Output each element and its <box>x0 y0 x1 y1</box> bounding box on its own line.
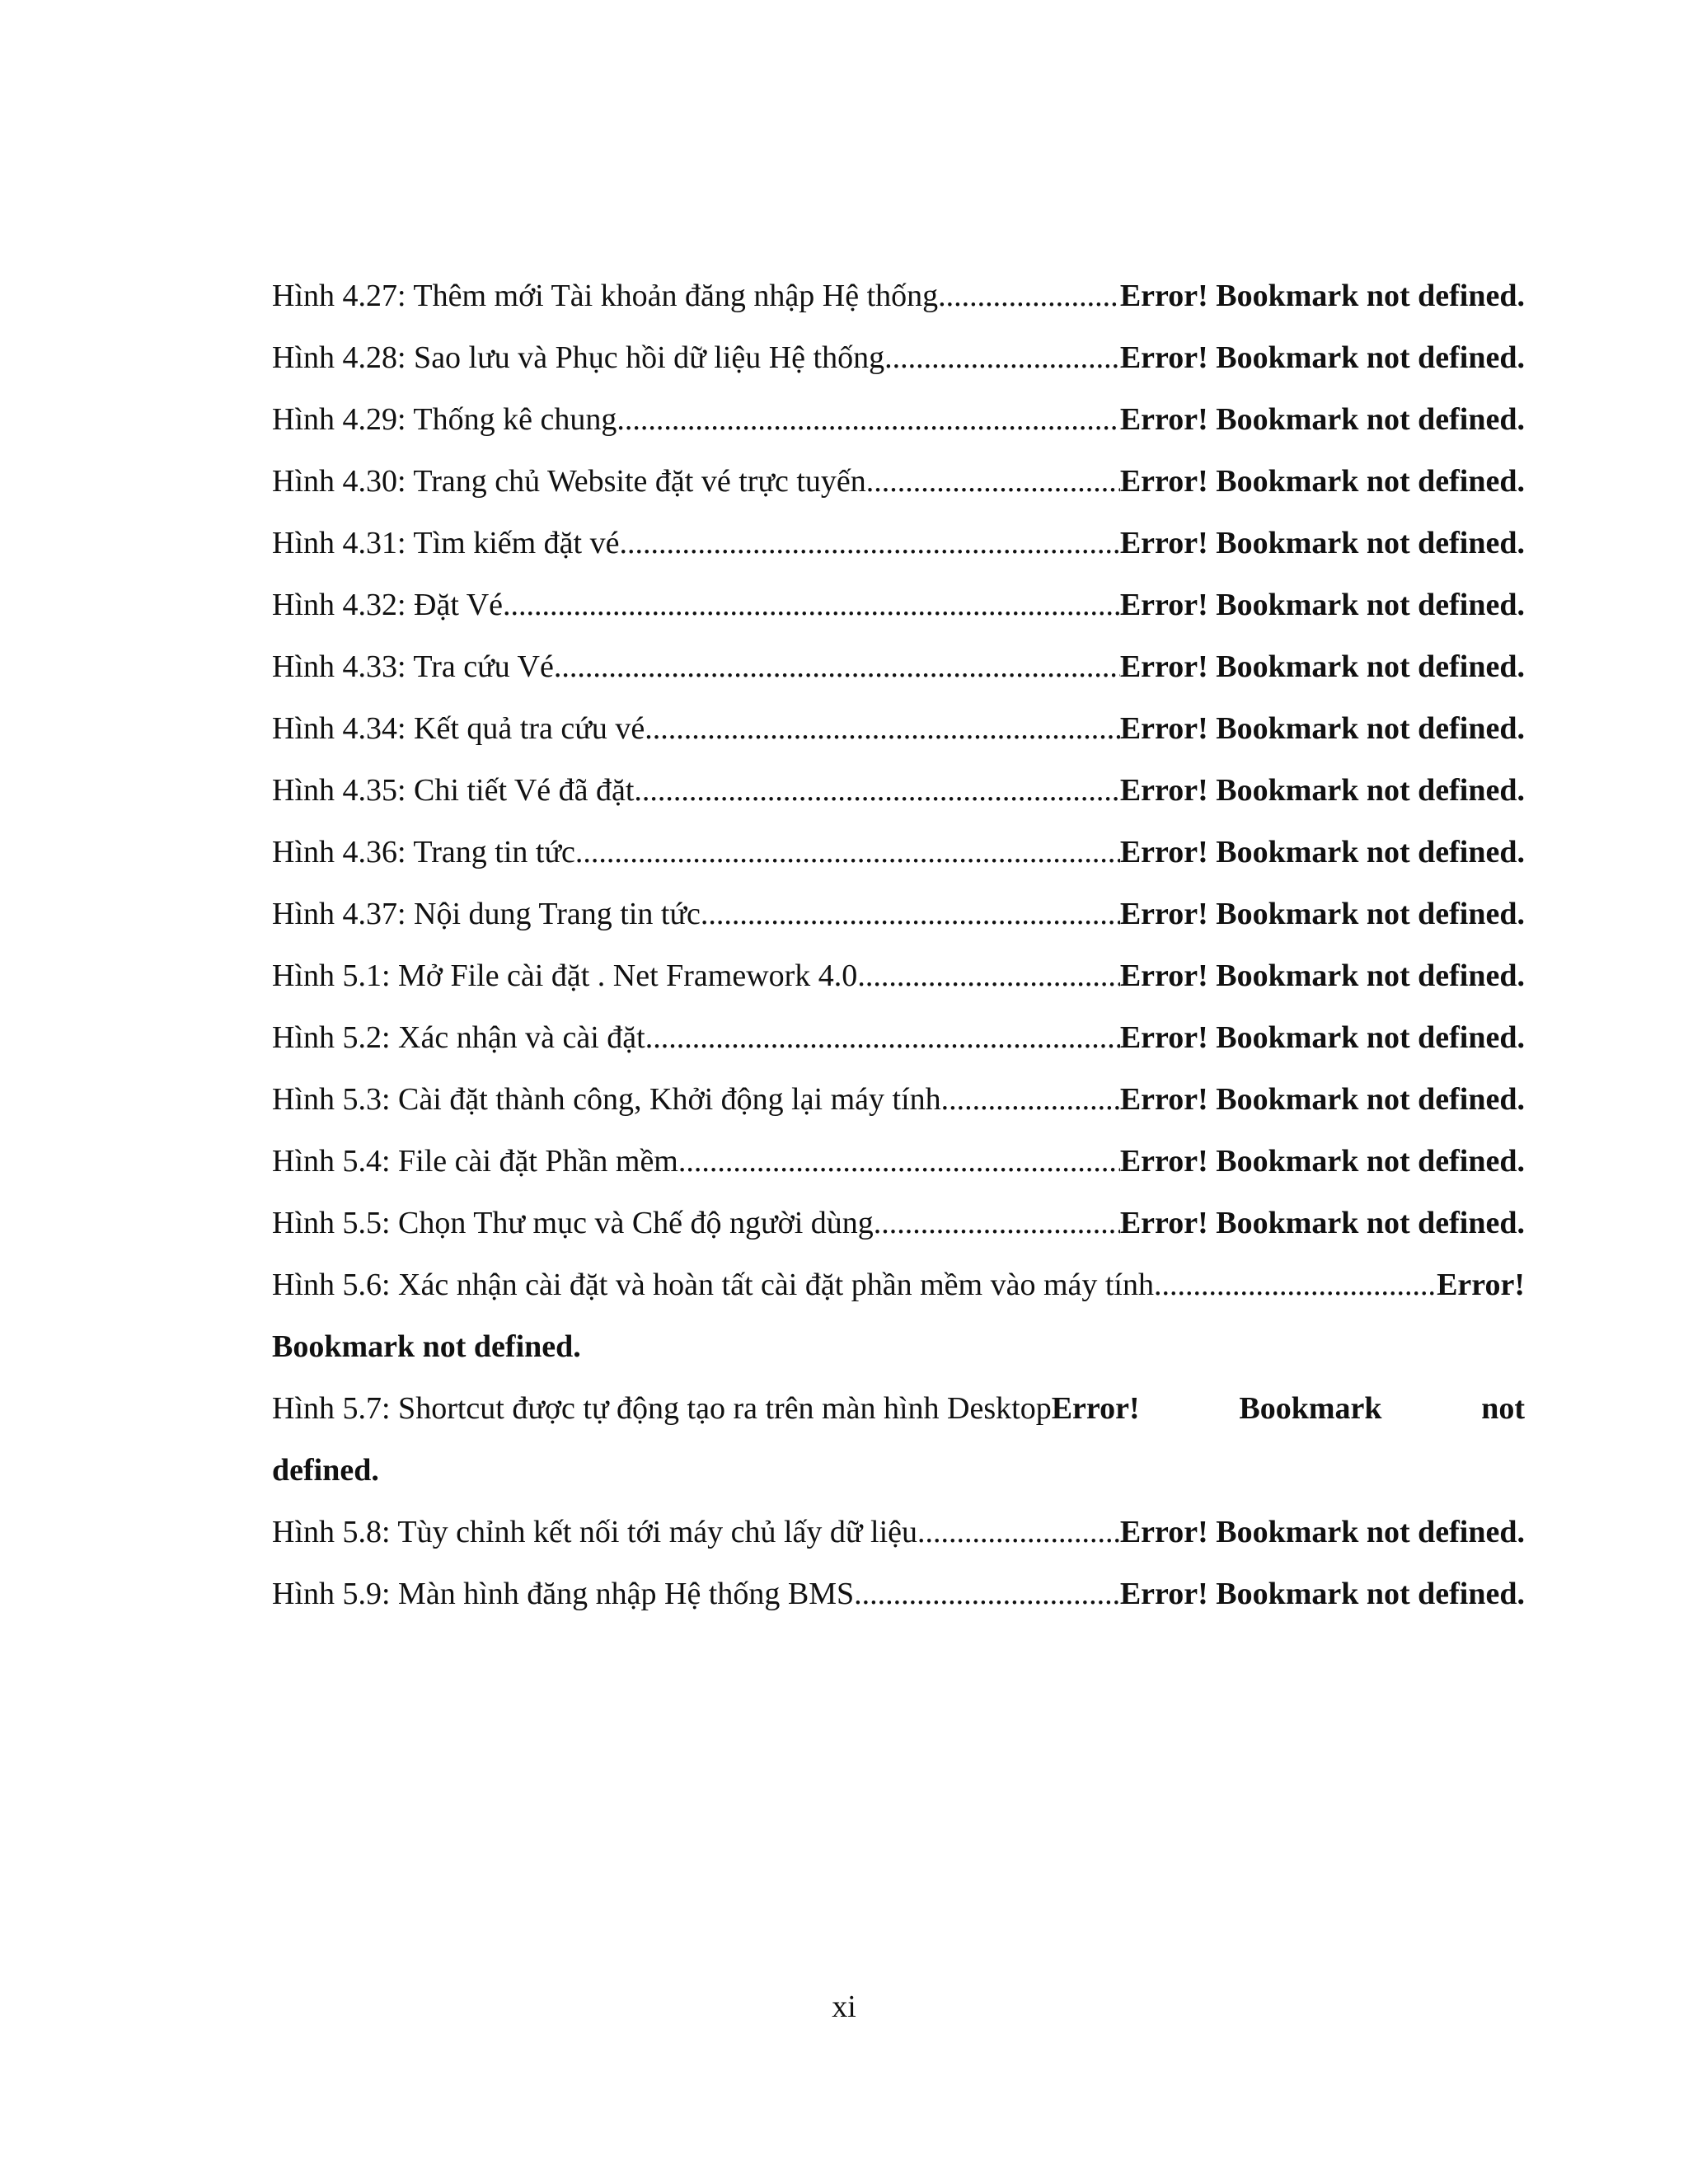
toc-entry-label: Hình 5.2: Xác nhận và cài đặt <box>272 1020 645 1055</box>
toc-entry[interactable] <box>272 945 1525 1007</box>
bookmark-error: Error! Bookmark not defined. <box>1119 958 1525 993</box>
toc-entry-label: Hình 4.32: Đặt Vé <box>272 588 504 622</box>
dot-leader <box>575 822 1120 883</box>
bookmark-error: Error! Bookmark not defined. <box>1119 773 1525 808</box>
toc-entry[interactable] <box>272 1069 1525 1131</box>
bookmark-error: Error! Bookmark not defined. <box>1119 526 1525 560</box>
toc-entry[interactable] <box>272 698 1525 760</box>
toc-entry[interactable] <box>272 1193 1525 1254</box>
bookmark-error: Error! Bookmark not defined. <box>1119 1082 1525 1117</box>
page-number: xi <box>832 1990 856 2024</box>
toc-entry[interactable] <box>272 574 1525 636</box>
toc-entry-label: Hình 5.9: Màn hình đăng nhập Hệ thống BMS <box>272 1577 855 1611</box>
dot-leader <box>874 1193 1120 1254</box>
dot-leader <box>634 760 1119 822</box>
bookmark-error: Error! Bookmark not defined. <box>1119 1577 1525 1611</box>
dot-leader <box>854 1563 1120 1625</box>
dot-leader <box>866 451 1120 513</box>
dot-leader <box>503 574 1120 636</box>
dot-leader <box>678 1131 1120 1193</box>
dot-leader <box>941 1069 1120 1131</box>
bookmark-error: Error! Bookmark not defined. <box>1119 711 1525 746</box>
dot-leader <box>938 265 1120 327</box>
toc-entry-justified[interactable] <box>272 1378 1525 1502</box>
toc-entry-label: Hình 5.4: File cài đặt Phần mềm <box>272 1144 678 1179</box>
bookmark-error: Error! Bookmark not defined. <box>1119 464 1525 499</box>
dot-leader <box>884 327 1120 389</box>
toc-entry-label: Hình 4.37: Nội dung Trang tin tức <box>272 897 701 931</box>
bookmark-error: Error! Bookmark not defined. <box>1119 340 1525 375</box>
bookmark-error: Error! Bookmark not defined. <box>1119 1515 1525 1549</box>
bookmark-error-part: Bookmark <box>1239 1391 1382 1426</box>
toc-entry-first-line <box>272 1254 1525 1316</box>
toc-entry[interactable] <box>272 513 1525 574</box>
bookmark-error: Error! Bookmark not defined. <box>1119 588 1525 622</box>
toc-entry-label: Hình 4.30: Trang chủ Website đặt vé trực tuyến <box>272 464 866 499</box>
bookmark-error: Error! Bookmark not defined. <box>1119 279 1525 313</box>
toc-entry[interactable] <box>272 1563 1525 1625</box>
toc-entry-wrapped[interactable] <box>272 1254 1525 1378</box>
bookmark-error: Error! Bookmark not defined. <box>1119 897 1525 931</box>
dot-leader <box>617 389 1119 451</box>
dot-leader <box>554 636 1120 698</box>
toc-entry-label: Hình 5.3: Cài đặt thành công, Khởi động lại máy tính <box>272 1082 941 1117</box>
toc-entry-label: Hình 4.33: Tra cứu Vé <box>272 649 554 684</box>
toc-entry[interactable] <box>272 265 1525 327</box>
toc-entry[interactable] <box>272 883 1525 945</box>
bookmark-error: Error! Bookmark not defined. <box>1119 1206 1525 1240</box>
dot-leader <box>857 945 1120 1007</box>
bookmark-error-part: Error! <box>1051 1391 1140 1426</box>
dot-leader <box>701 883 1120 945</box>
toc-entry-label: Hình 4.27: Thêm mới Tài khoản đăng nhập Hệ thống <box>272 279 939 313</box>
bookmark-error-part: not <box>1481 1391 1525 1426</box>
toc-entry[interactable] <box>272 1007 1525 1069</box>
toc-entry-label: Hình 4.36: Trang tin tức <box>272 835 575 869</box>
table-of-figures <box>272 265 1525 1625</box>
toc-entry-label: Hình 4.28: Sao lưu và Phục hồi dữ liệu Hệ thống <box>272 340 885 375</box>
toc-entry[interactable] <box>272 760 1525 822</box>
toc-entry-label: Hình 4.31: Tìm kiếm đặt vé <box>272 526 620 560</box>
toc-entry[interactable] <box>272 1131 1525 1193</box>
dot-leader <box>1154 1254 1437 1316</box>
toc-entry-label: Hình 4.34: Kết quả tra cứu vé <box>272 711 645 746</box>
bookmark-error-part: Error! <box>1437 1268 1525 1302</box>
bookmark-error-continuation: defined. <box>272 1453 379 1488</box>
toc-entry-label: Hình 5.8: Tùy chỉnh kết nối tới máy chủ lấy dữ liệu <box>272 1515 917 1549</box>
bookmark-error: Error! Bookmark not defined. <box>1119 1020 1525 1055</box>
toc-entry-label: Hình 5.5: Chọn Thư mục và Chế độ người dùng <box>272 1206 874 1240</box>
dot-leader <box>645 698 1120 760</box>
toc-entry-label: Hình 5.6: Xác nhận cài đặt và hoàn tất cài đặt phần mềm vào máy tính <box>272 1268 1154 1302</box>
toc-entry[interactable] <box>272 636 1525 698</box>
bookmark-error: Error! Bookmark not defined. <box>1119 835 1525 869</box>
toc-entry[interactable] <box>272 451 1525 513</box>
toc-entry-label: Hình 4.35: Chi tiết Vé đã đặt <box>272 773 635 808</box>
bookmark-error: Error! Bookmark not defined. <box>1119 402 1525 437</box>
toc-entry-label: Hình 5.7: Shortcut được tự động tạo ra trên màn hình Desktop <box>272 1391 1052 1426</box>
dot-leader <box>645 1007 1120 1069</box>
toc-entry[interactable] <box>272 822 1525 883</box>
dot-leader <box>619 513 1119 574</box>
toc-entry[interactable] <box>272 389 1525 451</box>
toc-entry-label: Hình 4.29: Thống kê chung <box>272 402 617 437</box>
toc-entry[interactable] <box>272 327 1525 389</box>
toc-entry-label: Hình 5.1: Mở File cài đặt . Net Framework 4.0 <box>272 958 858 993</box>
toc-entry-label-with-error <box>272 1378 1140 1440</box>
bookmark-error-continuation: Bookmark not defined. <box>272 1329 581 1364</box>
dot-leader <box>917 1502 1120 1563</box>
toc-entry[interactable] <box>272 1502 1525 1563</box>
bookmark-error: Error! Bookmark not defined. <box>1119 649 1525 684</box>
bookmark-error: Error! Bookmark not defined. <box>1119 1144 1525 1179</box>
toc-entry-first-line <box>272 1378 1525 1440</box>
